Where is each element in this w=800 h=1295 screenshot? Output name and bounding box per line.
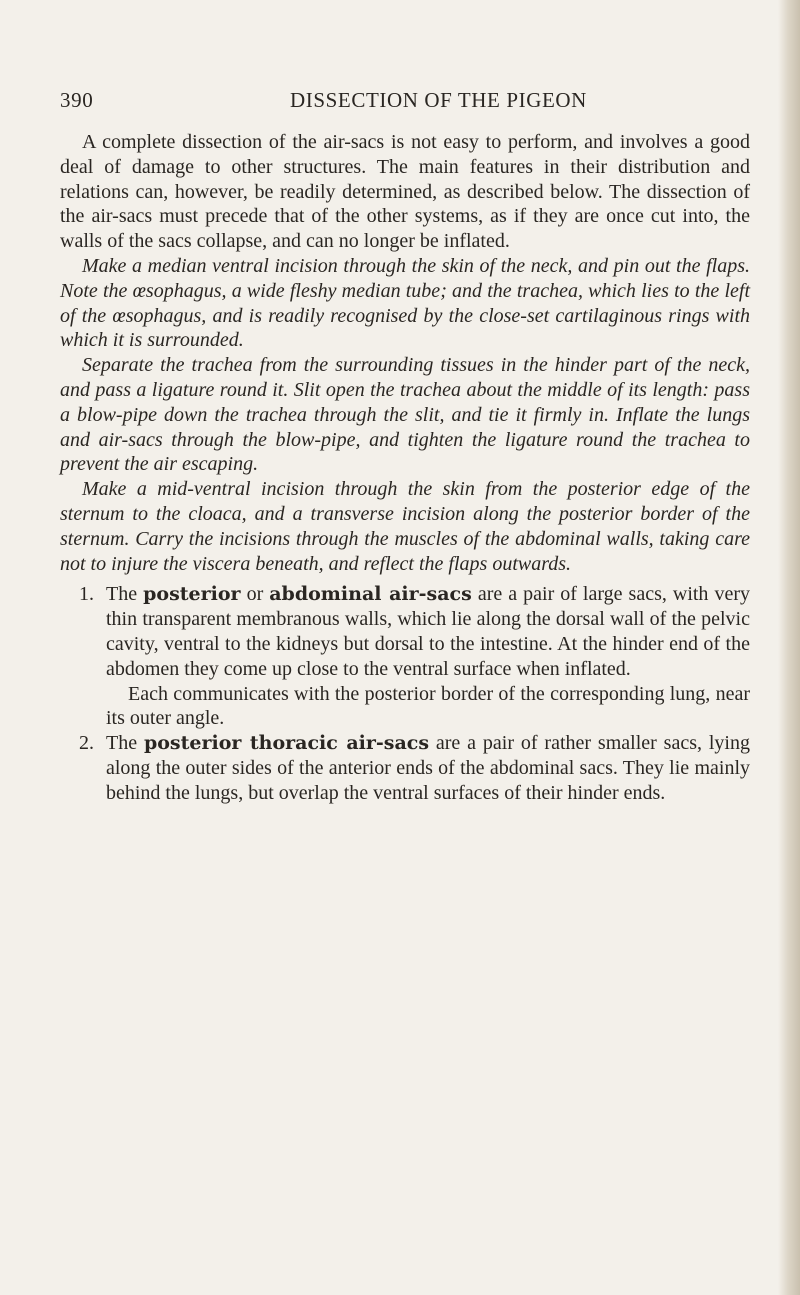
list-item-lead: The <box>106 583 138 606</box>
page-number: 390 <box>60 88 94 112</box>
list-item-lead: The <box>106 732 138 755</box>
list-item-continuation: Each communicates with the posterior border of the corresponding lung, near its outer angle. <box>106 682 750 730</box>
instruction-paragraph: Separate the trachea from the surrounding tissues in the hinder part of the neck, and pass a ligature round it. Slit open the trachea about the middle of its length: pass a blow-pipe down the trachea through the slit, and tie it firmly in. Inflate the lungs and air-sacs through the blow-pipe, and tighten the ligature round the trachea to prevent the air escaping. <box>60 354 750 476</box>
list-item-number: 2. <box>79 732 94 755</box>
list-item-term: posterior thoracic air-sacs <box>143 732 430 755</box>
list-item-text <box>106 731 750 805</box>
list-item <box>60 582 750 731</box>
instruction-paragraph: Make a median ventral incision through the skin of the neck, and pin out the flaps. Note the œsophagus, a wide fleshy median tube; and the trachea, which lies to the left of the œsophagus, and is readily recognised by the close-set cartilaginous rings with which it is surrounded. <box>60 254 750 352</box>
running-head-title: DISSECTION OF THE PIGEON <box>290 88 587 112</box>
air-sac-list <box>60 582 750 805</box>
page-edge-shadow <box>778 0 800 1295</box>
instruction-paragraph: Make a mid-ventral incision through the skin from the posterior edge of the sternum to the cloaca, and a transverse incision along the posterior border of the sternum. Carry the incisions through the muscles of the abdominal walls, taking care not to injure the viscera beneath, and reflect the flaps outwards. <box>60 478 750 575</box>
list-item-text <box>106 582 750 681</box>
list-item-number: 1. <box>79 583 94 606</box>
list-item-body: are a pair of large sacs, with very thin transparent membranous walls, which lie along the dorsal wall of the pelvic cavity, ventral to the kidneys but dorsal to the intestine. At the hinder end of the abdomen they come up close to the ventral surface when inflated. <box>106 583 750 680</box>
list-item-body: are a pair of rather smaller sacs, lying along the outer sides of the anterior ends of the abdominal sacs. They lie mainly behind the lungs, but overlap the ventral surfaces of their hinder ends. <box>106 732 750 804</box>
list-item-term: posterior <box>143 583 241 606</box>
running-head <box>60 88 760 114</box>
list-item-term: abdominal air-sacs <box>269 583 472 606</box>
intro-paragraph: A complete dissection of the air-sacs is not easy to perform, and involves a good deal of damage to other structures. The main features in their distribution and relations can, however, be readily determined, as described below. The dissection of the air-sacs must precede that of the other systems, as if they are once cut into, the walls of the sacs collapse, and can no longer be inflated. <box>60 131 750 253</box>
list-item <box>60 731 750 805</box>
list-item-connector: or <box>246 583 264 606</box>
body-text <box>60 130 750 806</box>
